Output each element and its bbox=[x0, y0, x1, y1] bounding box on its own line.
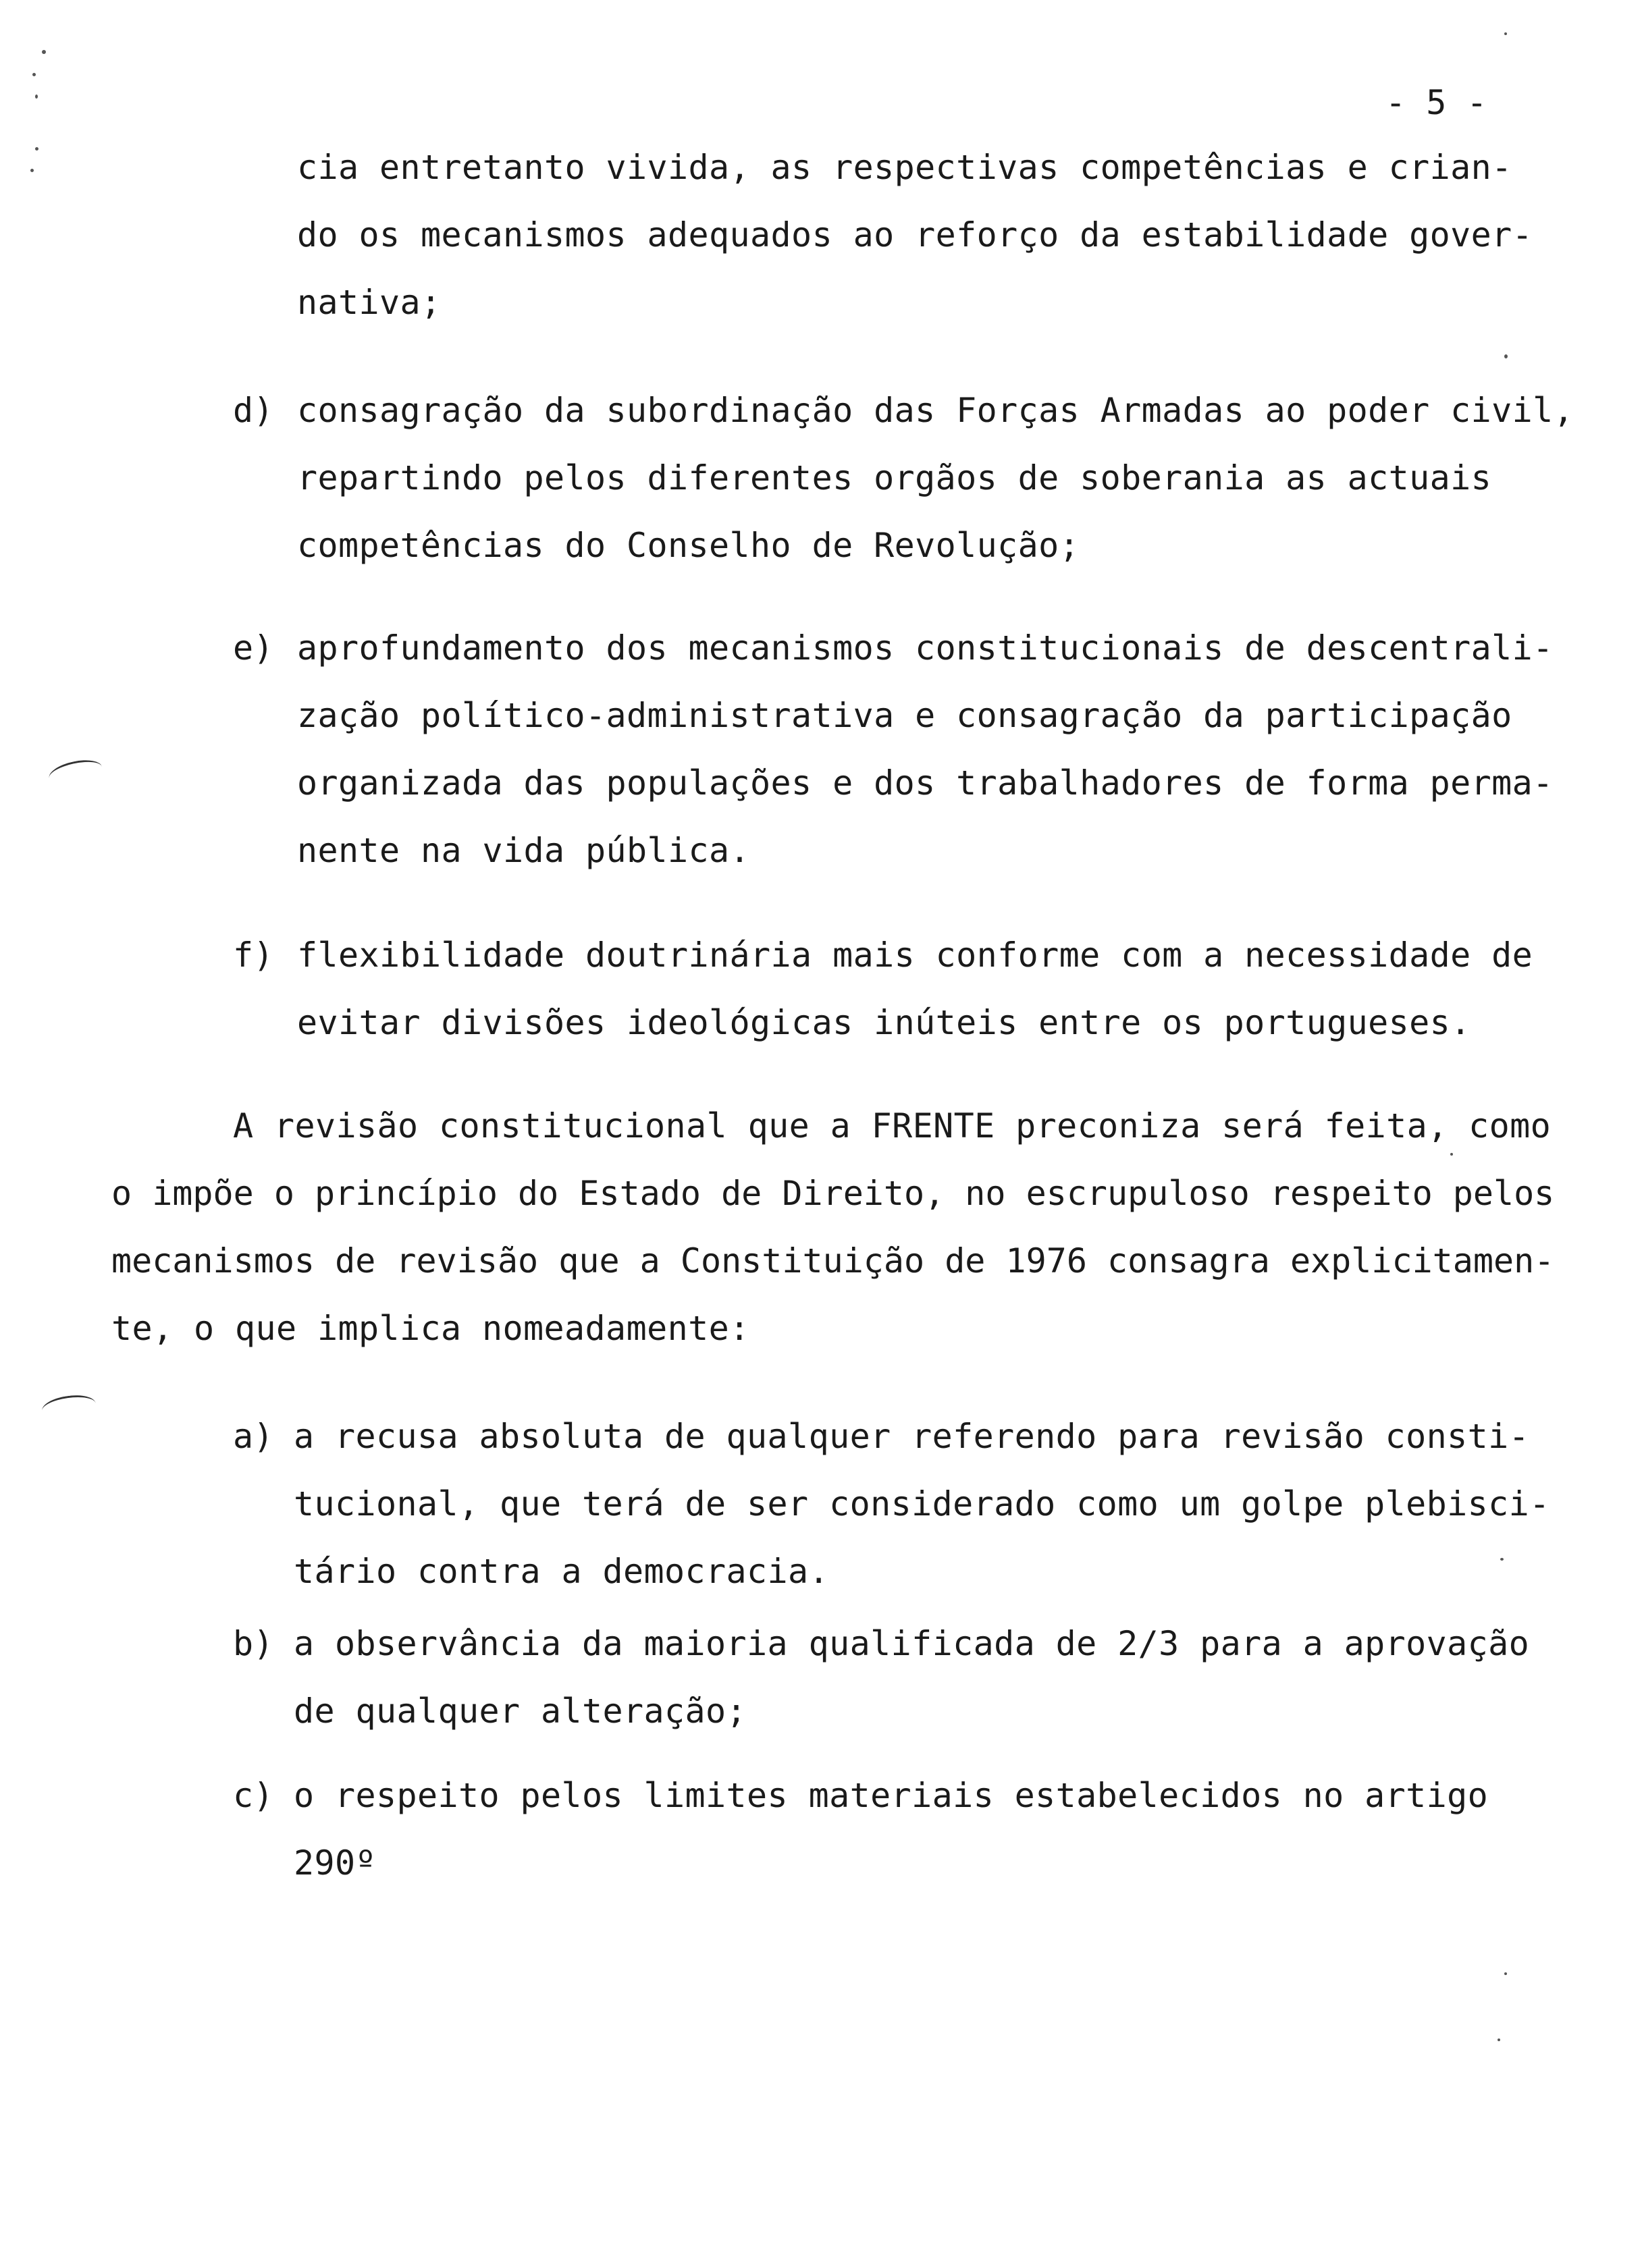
scan-speck bbox=[35, 94, 38, 99]
item-c-line-1: o respeito pelos limites materiais estabelecidos no artigo bbox=[294, 1776, 1489, 1815]
item-a-line-1: a recusa absoluta de qualquer referendo para revisão consti- bbox=[294, 1417, 1530, 1456]
intro-line-2: do os mecanismos adequados ao reforço da estabilidade gover- bbox=[297, 215, 1533, 254]
item-c-line-2: 290º bbox=[294, 1843, 377, 1883]
intro-line-1: cia entretanto vivida, as respectivas competências e crian- bbox=[297, 148, 1512, 187]
margin-mark-1 bbox=[47, 756, 104, 789]
item-e-label: e) bbox=[233, 628, 274, 668]
scan-speck bbox=[1498, 2039, 1500, 2041]
paragraph-line-1: A revisão constitucional que a FRENTE preconiza será feita, como bbox=[233, 1106, 1552, 1145]
intro-line-3: nativa; bbox=[297, 283, 442, 322]
scan-speck bbox=[35, 147, 38, 151]
scan-speck bbox=[32, 73, 36, 76]
paragraph-line-3: mecanismos de revisão que a Constituição de 1976 consagra explicitamen- bbox=[111, 1241, 1555, 1280]
scan-speck bbox=[1500, 1558, 1504, 1561]
margin-mark-2 bbox=[41, 1393, 97, 1422]
item-e-line-1: aprofundamento dos mecanismos constitucionais de descentrali- bbox=[297, 628, 1554, 668]
paragraph-line-2: o impõe o princípio do Estado de Direito, no escrupuloso respeito pelos bbox=[111, 1174, 1555, 1213]
item-f-label: f) bbox=[233, 936, 274, 975]
item-d-line-3: competências do Conselho de Revolução; bbox=[297, 526, 1080, 565]
scan-speck bbox=[1504, 1972, 1507, 1975]
item-e-line-4: nente na vida pública. bbox=[297, 831, 751, 870]
item-d-label: d) bbox=[233, 391, 274, 430]
item-b-line-1: a observância da maioria qualificada de 2/3 para a aprovação bbox=[294, 1624, 1530, 1663]
scan-speck bbox=[42, 50, 46, 54]
item-e-line-3: organizada das populações e dos trabalhadores de forma perma- bbox=[297, 763, 1554, 803]
scan-speck bbox=[30, 169, 34, 172]
paragraph-line-4: te, o que implica nomeadamente: bbox=[111, 1309, 750, 1348]
item-c-label: c) bbox=[233, 1776, 274, 1815]
item-a-line-3: tário contra a democracia. bbox=[294, 1552, 830, 1591]
item-d-line-1: consagração da subordinação das Forças Armadas ao poder civil, bbox=[297, 391, 1574, 430]
item-a-label: a) bbox=[233, 1417, 274, 1456]
item-f-line-1: flexibilidade doutrinária mais conforme com a necessidade de bbox=[297, 936, 1533, 975]
item-f-line-2: evitar divisões ideológicas inúteis entre os portugueses. bbox=[297, 1003, 1471, 1042]
item-e-line-2: zação político-administrativa e consagração da participação bbox=[297, 696, 1512, 735]
scan-speck bbox=[1450, 1153, 1453, 1156]
item-b-line-2: de qualquer alteração; bbox=[294, 1692, 747, 1731]
page-number: - 5 - bbox=[1385, 83, 1487, 122]
item-b-label: b) bbox=[233, 1624, 274, 1663]
scan-speck bbox=[1504, 354, 1508, 358]
item-a-line-2: tucional, que terá de ser considerado como um golpe plebisci- bbox=[294, 1484, 1550, 1523]
item-d-line-2: repartindo pelos diferentes orgãos de soberania as actuais bbox=[297, 458, 1492, 497]
scan-speck bbox=[1504, 32, 1507, 35]
